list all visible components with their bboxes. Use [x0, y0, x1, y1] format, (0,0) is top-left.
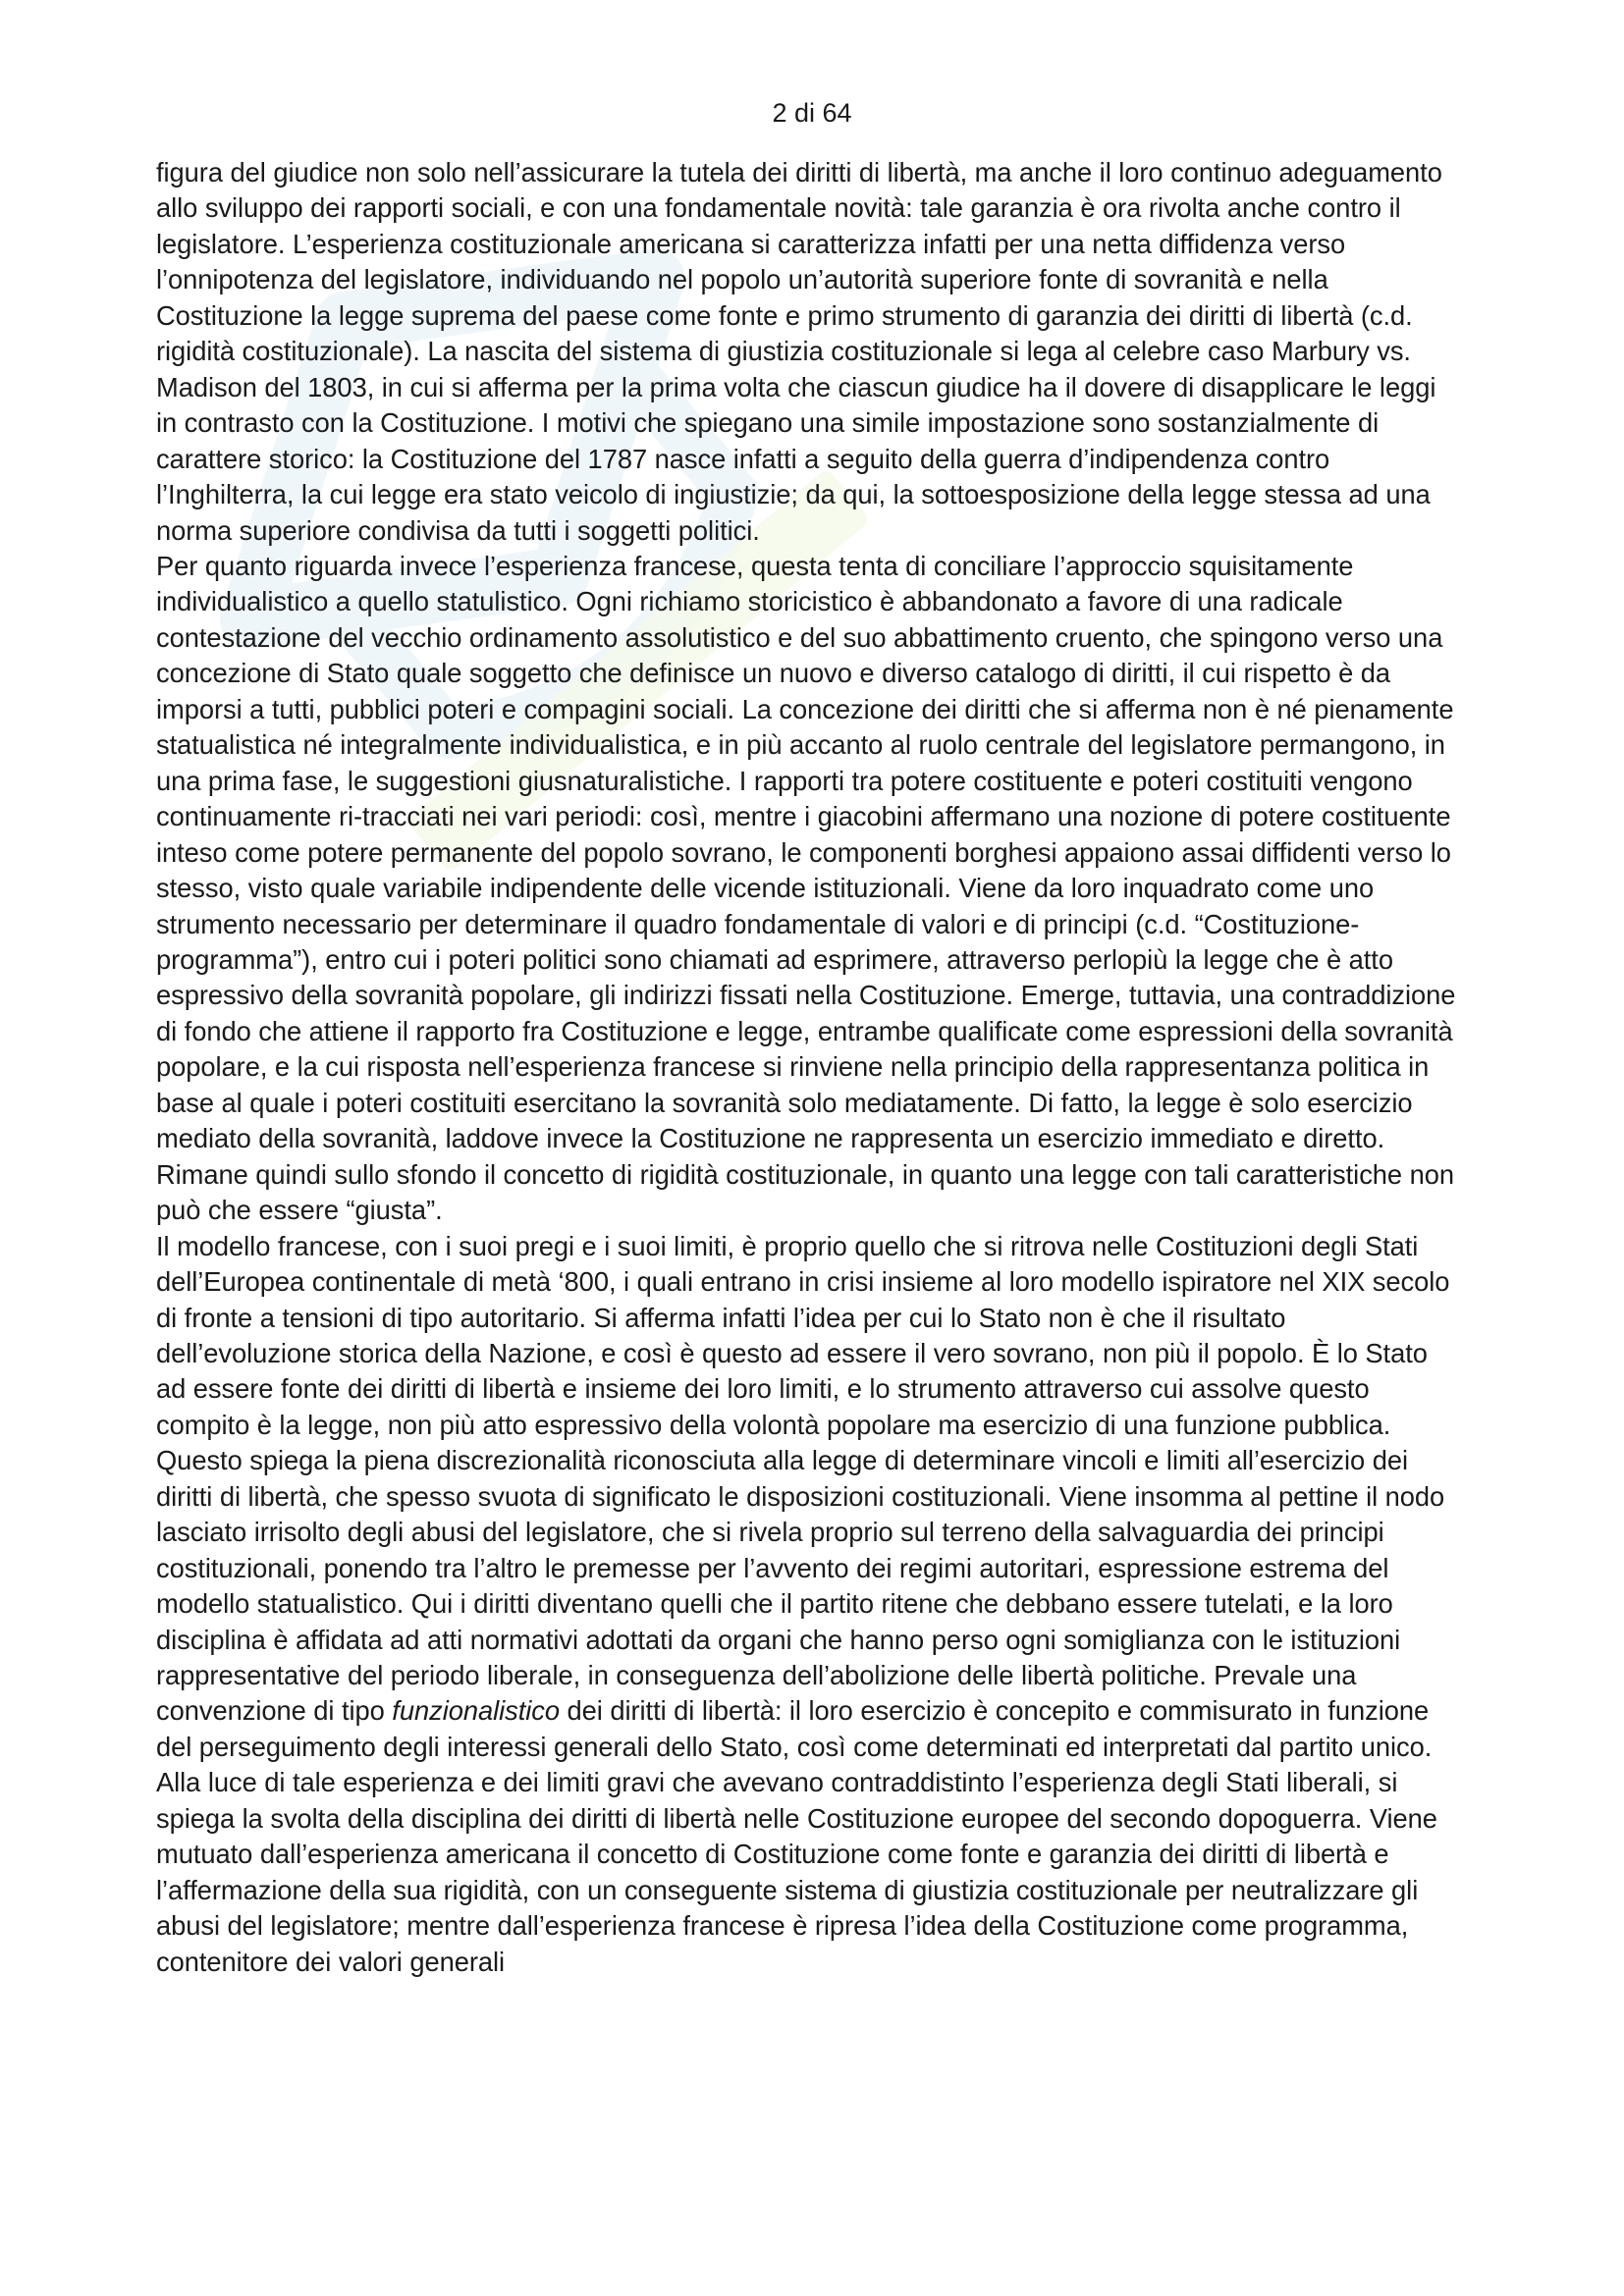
paragraph-french-experience: Per quanto riguarda invece l’esperienza francese, questa tenta di conciliare l’approccio squisitamente individualistico a quello statulistico. Ogni richiamo storicistico è abbandonato a favore di una radicale contestazione del vecchio ordinamento assolutistico e del suo abbattimento cruento, che spingono verso una concezione di Stato quale soggetto che definisce un nuovo e diverso catalogo di diritti, il cui rispetto è da imporsi a tutti, pubblici poteri e compagini sociali. La concezione dei diritti che si afferma non è né pienamente statualistica né integralmente individualistica, e in più accanto al ruolo centrale del legislatore permangono, in una prima fase, le suggestioni giusnaturalistiche. I rapporti tra potere costituente e poteri costituiti vengono continuamente ri-tracciati nei vari periodi: così, mentre i giacobini affermano una nozione di potere costituente inteso come potere permanente del popolo sovrano, le componenti borghesi appaiono assai diffidenti verso lo stesso, visto quale variabile indipendente delle vicende istituzionali. Viene da loro inquadrato come uno strumento necessario per determinare il quadro fondamentale di valori e di principi (c.d. “Costituzione-programma”), entro cui i poteri politici sono chiamati ad esprimere, attraverso perlopiù la legge che è atto espressivo della sovranità popolare, gli indirizzi fissati nella Costituzione. Emerge, tuttavia, una contraddizione di fondo che attiene il rapporto fra Costituzione e legge, entrambe qualificate come espressioni della sovranità popolare, e la cui risposta nell’esperienza francese si rinviene nella principio della rappresentanza politica in base al quale i poteri costituiti esercitano la sovranità solo mediatamente. Di fatto, la legge è solo esercizio mediato della sovranità, laddove invece la Costituzione ne rappresenta un esercizio immediato e diretto. Rimane quindi sullo sfondo il concetto di rigidità costituzionale, in quanto una legge con tali caratteristiche non può che essere “giusta”.: [156, 550, 1456, 1226]
paragraph-statualist-model: [156, 1229, 1462, 1766]
paragraph-postwar-constitutions: Alla luce di tale esperienza e dei limiti gravi che avevano contraddistinto l’esperienza degli Stati liberali, si spiega la svolta della disciplina dei diritti di libertà nelle Costituzione europee del secondo dopoguerra. Viene mutuato dall’esperienza americana il concetto di Costituzione come fonte e garanzia dei diritti di libertà e l’affermazione della sua rigidità, con un conseguente sistema di giustizia costituzionale per neutralizzare gli abusi del legislatore; mentre dall’esperienza francese è ripresa l’idea della Costituzione come programma, contenitore dei valori generali: [156, 1767, 1437, 1977]
italic-term: funzionalistico: [392, 1695, 561, 1727]
paragraph-text-segment: Il modello francese, con i suoi pregi e i suoi limiti, è proprio quello che si ritrova nelle Costituzioni degli Stati dell’Europea continentale di metà ‘800, i quali entrano in crisi insieme al loro modello ispiratore nel XIX secolo di fronte a tensioni di tipo autoritario. Si afferma infatti l’idea per cui lo Stato non è che il risultato dell’evoluzione storica della Nazione, e così è questo ad essere il vero sovrano, non più il popolo. È lo Stato ad essere fonte dei diritti di libertà e insieme dei loro limiti, e lo strumento attraverso cui assolve questo compito è la legge, non più atto espressivo della volontà popolare ma esercizio di una funzione pubblica. Questo spiega la piena discrezionalità riconosciuta alla legge di determinare vincoli e limiti all’esercizio dei diritti di libertà, che spesso svuota di significato le disposizioni costituzionali. Viene insomma al pettine il nodo lasciato irrisolto degli abusi del legislatore, che si rivela proprio sul terreno della salvaguardia dei principi costituzionali, ponendo tra l’altro le premesse per l’avvento dei regimi autoritari, espressione estrema del modello statualistico. Qui i diritti diventano quelli che il partito ritene che debbano essere tutelati, e la loro disciplina è affidata ad atti normativi adottati da organi che hanno perso ogni somiglianza con le istituzioni rappresentative del periodo liberale, in conseguenza dell’abolizione delle libertà politiche. Prevale una convenzione di tipo: [156, 1230, 1450, 1727]
paragraph-american-experience: figura del giudice non solo nell’assicurare la tutela dei diritti di libertà, ma anche il loro continuo adeguamento allo sviluppo dei rapporti sociali, e con una fondamentale novità: tale garanzia è ora rivolta anche contro il legislatore. L’esperienza costituzionale americana si caratterizza infatti per una netta diffidenza verso l’onnipotenza del legislatore, individuando nel popolo un’autorità superiore fonte di sovranità e nella Costituzione la legge suprema del paese come fonte e primo strumento di garanzia dei diritti di libertà (c.d. rigidità costituzionale). La nascita del sistema di giustizia costituzionale si lega al celebre caso Marbury vs. Madison del 1803, in cui si afferma per la prima volta che ciascun giudice ha il dovere di disapplicare le leggi in contrasto con la Costituzione. I motivi che spiegano una simile impostazione sono sostanzialmente di carattere storico: la Costituzione del 1787 nasce infatti a seguito della guerra d’indipendenza contro l’Inghilterra, la cui legge era stato veicolo di ingiustizie; da qui, la sottoesposizione della legge stessa ad una norma superiore condivisa da tutti i soggetti politici.: [156, 157, 1442, 546]
document-body: [156, 155, 1462, 1980]
paragraph-text-segment: dei diritti di libertà: il loro esercizio è concepito e commisurato in funzione del perseguimento degli interessi generali dello Stato, così come determinati ed interpretati dal partito unico.: [156, 1695, 1433, 1762]
page-number: 2 di 64: [772, 98, 852, 128]
